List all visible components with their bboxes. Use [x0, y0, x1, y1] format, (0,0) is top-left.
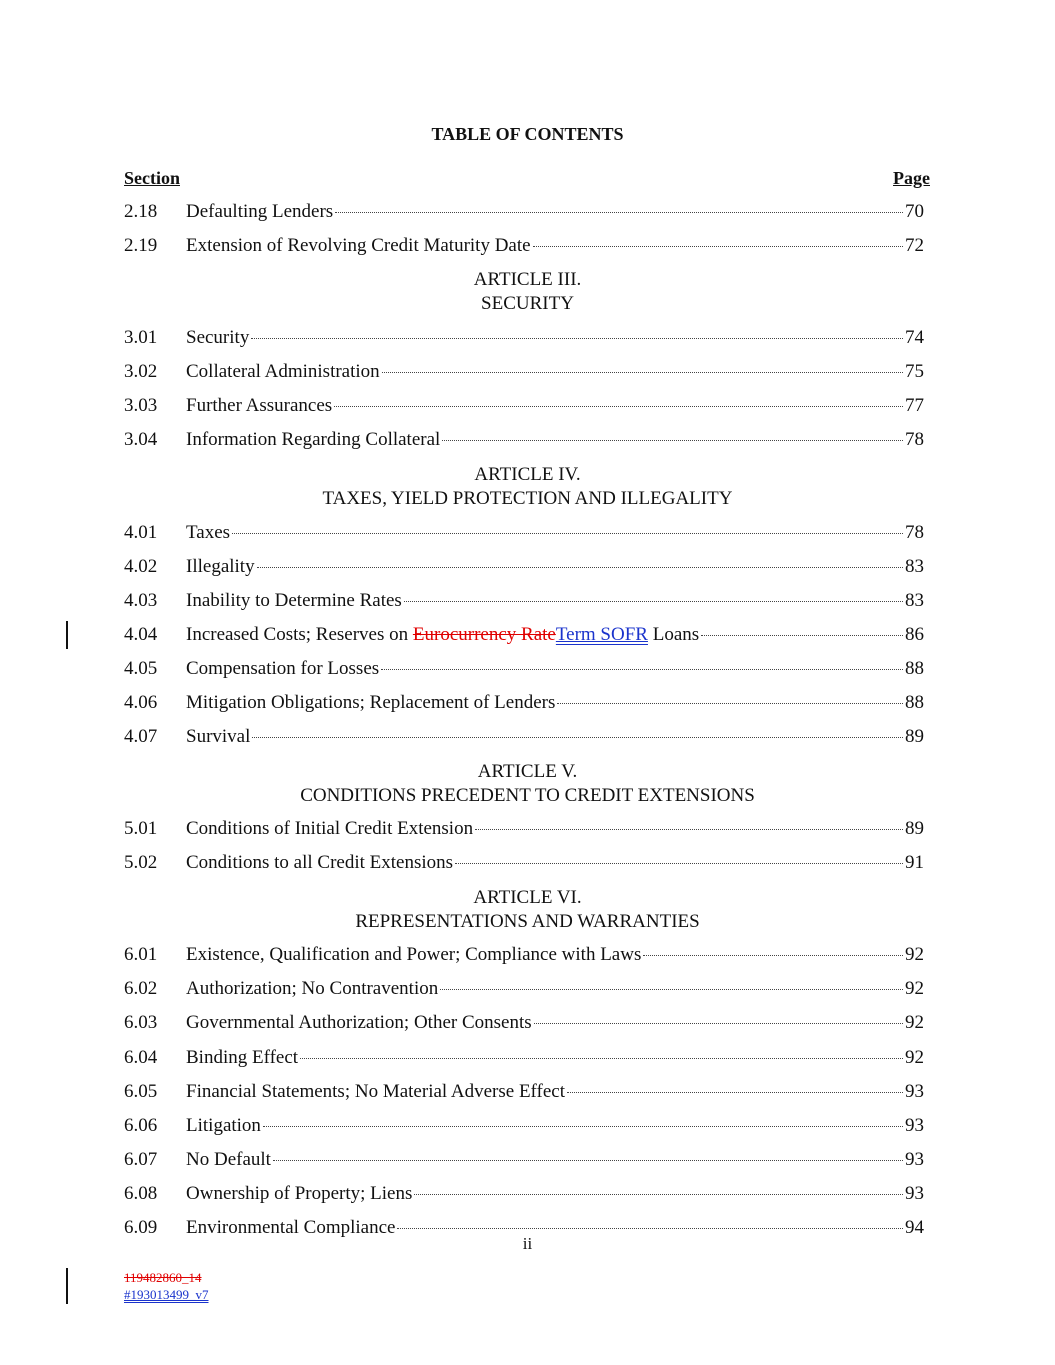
toc-entry-number: 4.05	[124, 658, 158, 679]
toc-entry-number: 6.06	[124, 1115, 158, 1136]
toc-entry-page: 74	[905, 327, 924, 348]
toc-entry-page: 93	[905, 1081, 924, 1102]
doc-id-inserted: #193013499_v7	[124, 1287, 209, 1302]
toc-entry-number: 3.02	[124, 361, 158, 382]
dot-leader	[252, 737, 903, 738]
toc-entry-page: 89	[905, 726, 924, 747]
dot-leader	[232, 533, 903, 534]
toc-entry-page: 92	[905, 1012, 924, 1033]
dot-leader	[701, 635, 903, 636]
toc-entry[interactable]	[124, 200, 924, 224]
toc-entry-page: 94	[905, 1217, 924, 1238]
toc-entry-number: 4.02	[124, 556, 158, 577]
article-heading	[0, 463, 1055, 511]
toc-entry-title: Existence, Qualification and Power; Compliance with Laws	[186, 944, 642, 965]
article-label: ARTICLE V.	[477, 761, 578, 782]
toc-entry-page: 83	[905, 590, 924, 611]
toc-entry[interactable]	[124, 1046, 924, 1070]
page-column-header: Page	[893, 168, 930, 188]
toc-entry-title	[186, 623, 699, 647]
toc-entry-page: 89	[905, 818, 924, 839]
dot-leader	[643, 955, 903, 956]
dot-leader	[335, 212, 903, 213]
toc-entry-number: 3.04	[124, 429, 158, 450]
dot-leader	[263, 1126, 903, 1127]
toc-entry-title: Further Assurances	[186, 395, 333, 416]
toc-entry-page: 72	[905, 235, 924, 256]
toc-entry-page: 92	[905, 1047, 924, 1068]
article-title: TAXES, YIELD PROTECTION AND ILLEGALITY	[322, 488, 733, 509]
toc-entry[interactable]	[124, 234, 924, 258]
toc-entry-title: Illegality	[186, 556, 255, 577]
toc-entry-title: Governmental Authorization; Other Consents	[186, 1012, 532, 1033]
toc-entry-number: 4.06	[124, 692, 158, 713]
dot-leader	[257, 567, 903, 568]
toc-entry-number: 4.04	[124, 624, 158, 645]
toc-entry[interactable]	[124, 691, 924, 715]
dot-leader	[414, 1194, 903, 1195]
toc-entry-title: Environmental Compliance	[186, 1217, 396, 1238]
toc-entry-title: No Default	[186, 1149, 271, 1170]
dot-leader	[567, 1092, 903, 1093]
dot-leader	[251, 338, 903, 339]
dot-leader	[440, 989, 903, 990]
toc-entry-title: Conditions of Initial Credit Extension	[186, 818, 474, 839]
toc-entry[interactable]	[124, 360, 924, 384]
toc-entry-number: 6.02	[124, 978, 158, 999]
toc-entry-number: 6.09	[124, 1217, 158, 1238]
toc-entry-page: 78	[905, 522, 924, 543]
article-title: REPRESENTATIONS AND WARRANTIES	[355, 911, 700, 932]
title-text-before: Increased Costs; Reserves on	[186, 624, 413, 645]
toc-entry-page: 78	[905, 429, 924, 450]
dot-leader	[382, 372, 903, 373]
toc-entry[interactable]	[124, 657, 924, 681]
toc-entry[interactable]	[124, 1080, 924, 1104]
toc-entry-title: Taxes	[186, 522, 231, 543]
toc-entry[interactable]	[124, 977, 924, 1001]
article-title: CONDITIONS PRECEDENT TO CREDIT EXTENSIONS	[300, 785, 755, 806]
inserted-text: Term SOFR	[555, 624, 648, 645]
dot-leader	[557, 703, 903, 704]
dot-leader	[475, 829, 903, 830]
toc-entry-title: Ownership of Property; Liens	[186, 1183, 413, 1204]
dot-leader	[533, 246, 903, 247]
toc-entry-title: Security	[186, 327, 250, 348]
toc-entry-number: 3.01	[124, 327, 158, 348]
toc-entry-page: 92	[905, 944, 924, 965]
toc-entry-title: Defaulting Lenders	[186, 201, 334, 222]
toc-entry-number: 4.03	[124, 590, 158, 611]
toc-entry-title: Conditions to all Credit Extensions	[186, 852, 454, 873]
toc-entry-title: Binding Effect	[186, 1047, 299, 1068]
toc-entry[interactable]	[124, 326, 924, 350]
toc-entry-page: 93	[905, 1149, 924, 1170]
toc-entry-page: 92	[905, 978, 924, 999]
change-bar	[66, 1268, 68, 1304]
dot-leader	[397, 1228, 903, 1229]
toc-entry-number: 4.07	[124, 726, 158, 747]
toc-entry-page: 75	[905, 361, 924, 382]
page-title: TABLE OF CONTENTS	[431, 124, 624, 144]
toc-entry-number: 6.08	[124, 1183, 158, 1204]
dot-leader	[300, 1058, 903, 1059]
dot-leader	[273, 1160, 903, 1161]
toc-entry-page: 86	[905, 624, 924, 645]
toc-entry-title: Collateral Administration	[186, 361, 380, 382]
toc-entry-title: Survival	[186, 726, 251, 747]
toc-entry-page: 88	[905, 658, 924, 679]
dot-leader	[455, 863, 903, 864]
toc-entry[interactable]	[124, 1182, 924, 1206]
toc-entry[interactable]	[124, 851, 924, 875]
page-number: ii	[522, 1234, 533, 1253]
toc-entry-page: 77	[905, 395, 924, 416]
dot-leader	[334, 406, 903, 407]
toc-entry-number: 6.04	[124, 1047, 158, 1068]
dot-leader	[442, 440, 903, 441]
toc-entry[interactable]	[124, 589, 924, 613]
dot-leader	[404, 601, 903, 602]
article-title: SECURITY	[481, 293, 574, 314]
toc-entry-number: 5.01	[124, 818, 158, 839]
change-bar	[66, 621, 68, 649]
article-label: ARTICLE IV.	[474, 464, 581, 485]
toc-entry-title: Financial Statements; No Material Adverse Effect	[186, 1081, 566, 1102]
toc-entry[interactable]	[124, 521, 924, 545]
toc-entry-number: 6.07	[124, 1149, 158, 1170]
toc-entry[interactable]	[124, 623, 924, 647]
toc-entry-number: 2.18	[124, 201, 158, 222]
toc-entry-page: 88	[905, 692, 924, 713]
toc-entry[interactable]	[124, 555, 924, 579]
dot-leader	[534, 1023, 903, 1024]
deleted-text: Eurocurrency Rate	[412, 624, 556, 645]
article-heading	[0, 886, 1055, 934]
toc-entry-number: 6.01	[124, 944, 158, 965]
toc-entry[interactable]	[124, 394, 924, 418]
article-heading	[0, 760, 1055, 808]
toc-entry-number: 2.19	[124, 235, 158, 256]
doc-id-deleted: 119482860_14	[124, 1270, 202, 1285]
toc-entry[interactable]	[124, 943, 924, 967]
toc-entry-title: Litigation	[186, 1115, 261, 1136]
toc-entry[interactable]	[124, 1011, 924, 1035]
toc-entry-page: 83	[905, 556, 924, 577]
toc-entry-page: 91	[905, 852, 924, 873]
toc-entry[interactable]	[124, 1114, 924, 1138]
toc-entry-number: 3.03	[124, 395, 158, 416]
toc-entry-number: 5.02	[124, 852, 158, 873]
toc-entry-title: Compensation for Losses	[186, 658, 380, 679]
toc-entry-number: 6.05	[124, 1081, 158, 1102]
article-label: ARTICLE III.	[473, 269, 582, 290]
title-text-after: Loans	[647, 624, 700, 645]
toc-entry-number: 6.03	[124, 1012, 158, 1033]
toc-entry-title: Mitigation Obligations; Replacement of Lenders	[186, 692, 556, 713]
article-heading	[0, 268, 1055, 316]
toc-entry-title: Information Regarding Collateral	[186, 429, 441, 450]
dot-leader	[381, 669, 903, 670]
toc-entry[interactable]	[124, 1148, 924, 1172]
article-label: ARTICLE VI.	[473, 887, 582, 908]
section-column-header: Section	[124, 168, 180, 188]
toc-entry-title: Authorization; No Contravention	[186, 978, 439, 999]
toc-entry[interactable]	[124, 725, 924, 749]
toc-entry-page: 70	[905, 201, 924, 222]
toc-entry-title: Inability to Determine Rates	[186, 590, 402, 611]
toc-entry-page: 93	[905, 1115, 924, 1136]
toc-entry-number: 4.01	[124, 522, 158, 543]
toc-entry[interactable]	[124, 428, 924, 452]
toc-entry-page: 93	[905, 1183, 924, 1204]
toc-entry-title: Extension of Revolving Credit Maturity Date	[186, 235, 531, 256]
toc-entry[interactable]	[124, 817, 924, 841]
